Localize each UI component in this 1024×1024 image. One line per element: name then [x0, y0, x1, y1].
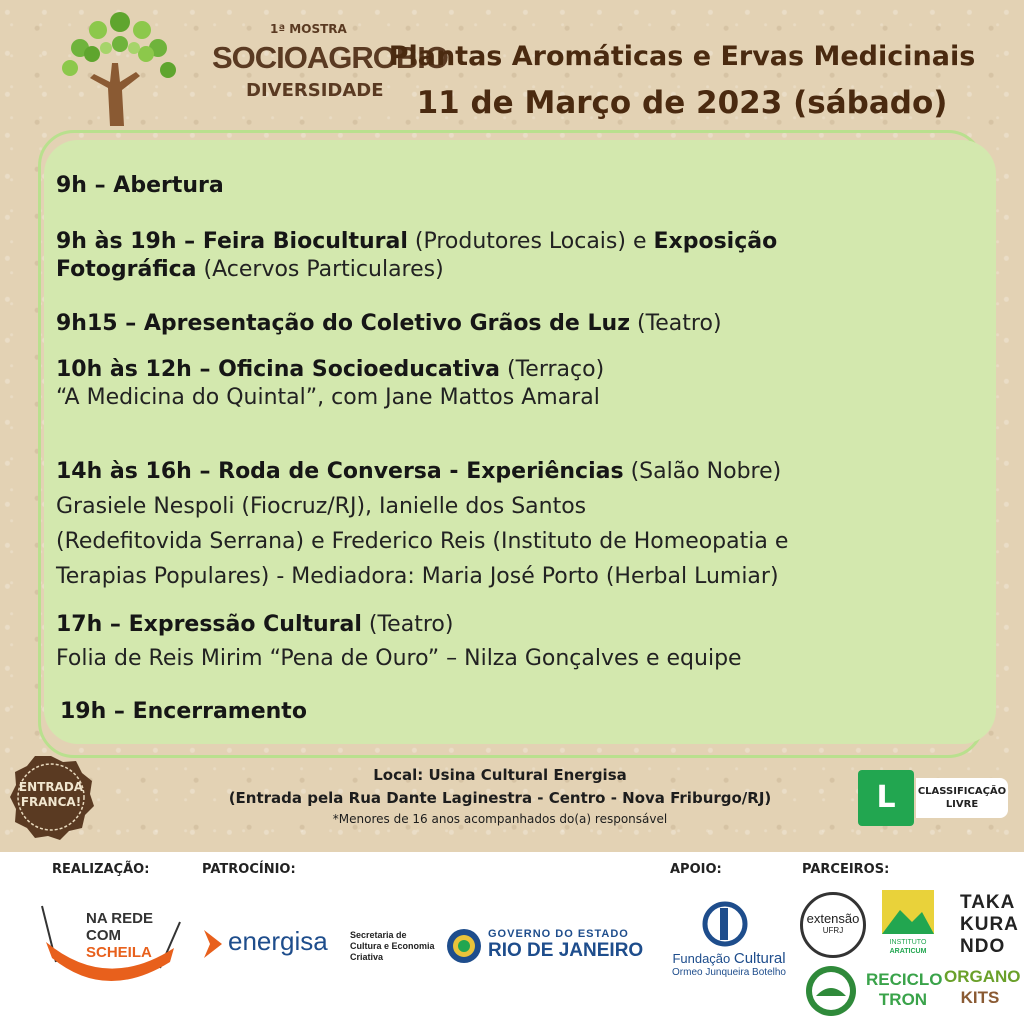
realizacao-label: REALIZAÇÃO: [52, 862, 150, 877]
narede-line1: NA REDE [86, 910, 153, 927]
event-title [362, 34, 1002, 126]
item-detail-line: “A Medicina do Quintal”, com Jane Mattos Amaral [56, 385, 600, 410]
fundacao-mark-icon [700, 900, 750, 950]
item-detail: (Terraço) [500, 357, 605, 382]
patrocinio-label: PATROCÍNIO: [202, 862, 296, 877]
reciclotron-logo [866, 970, 943, 1010]
rating-letter: L [858, 770, 914, 826]
socioagrobio-logo [50, 8, 449, 126]
rating-label [916, 778, 1008, 818]
sponsors-footer [0, 852, 1024, 1024]
item-detail: (Salão Nobre) [623, 459, 782, 484]
program-item [56, 172, 986, 200]
extensao-line1: extensão [806, 911, 860, 926]
extensao-line2: UFRJ [822, 926, 844, 935]
age-rating [858, 770, 1010, 826]
taka-line1: TAKA [960, 892, 1016, 913]
reciclotron-line1: RECICLO [866, 970, 943, 989]
secretaria-line1: Secretaria de [350, 930, 407, 940]
takakurando-logo [960, 892, 1019, 958]
organokits-line2: KITS [960, 988, 1000, 1007]
secretaria-logo [350, 930, 440, 963]
partner-seal-icon [806, 966, 856, 1016]
rating-label-line2: LIVRE [945, 799, 979, 810]
event-theme: Plantas Aromáticas e Ervas Medicinais [388, 41, 976, 72]
age-note: *Menores de 16 anos acompanhados do(a) responsável [332, 812, 668, 826]
badge-line2: FRANCA! [20, 795, 82, 809]
item-time-title: 9h – Abertura [56, 173, 224, 198]
governo-rj-logo [444, 922, 644, 970]
item-detail-line: Folia de Reis Mirim “Pena de Ouro” – Nilza Gonçalves e equipe [56, 646, 742, 671]
apoio-label: APOIO: [670, 862, 722, 877]
item-title-2: Exposição [653, 229, 778, 254]
logo-subtitle: DIVERSIDADE [246, 80, 384, 101]
badge-line1: ENTRADA [18, 780, 84, 794]
item-time-title: 9h15 – Apresentação do Coletivo Grãos de Luz [56, 311, 630, 336]
organokits-logo [944, 966, 1021, 1008]
gov-line2: RIO DE JANEIRO [488, 940, 644, 961]
narede-logo [36, 902, 186, 982]
tree-hand-icon [50, 8, 210, 126]
taka-line3: NDO [960, 936, 1006, 957]
extensao-ufrj-logo [800, 892, 866, 958]
item-detail-line: Terapias Populares) - Mediadora: Maria José Porto (Herbal Lumiar) [56, 564, 779, 589]
narede-line2b: SCHEILA [86, 944, 152, 961]
araticum-logo [880, 890, 936, 956]
fundacao-logo [664, 900, 794, 980]
venue-info [160, 764, 840, 828]
fundacao-line1b: Cultural [733, 950, 786, 967]
fundacao-line2: Ormeo Junqueira Botelho [672, 967, 786, 978]
logo-title: SOCIOAGROBIO [212, 40, 449, 75]
reciclotron-line2: TRON [878, 990, 928, 1009]
rj-coat-of-arms-icon [444, 922, 484, 970]
item-title-2b: Fotográfica [56, 257, 197, 282]
taka-line2: KURA [960, 914, 1019, 935]
program-item [56, 454, 986, 594]
narede-line2a: COM [86, 927, 121, 944]
entrada-franca-badge [8, 754, 94, 840]
program-item [60, 698, 990, 726]
program-item [56, 310, 986, 338]
energisa-text: energisa [228, 926, 328, 956]
rating-label-line1: CLASSIFICAÇÃO [917, 786, 1007, 797]
item-time-title: 17h – Expressão Cultural [56, 612, 362, 637]
energisa-logo [200, 926, 340, 966]
araticum-mountain-icon [880, 890, 936, 934]
program-item [56, 228, 986, 284]
venue-name: Local: Usina Cultural Energisa [373, 766, 627, 784]
gov-line1: GOVERNO DO ESTADO [488, 928, 629, 940]
item-time-title: 19h – Encerramento [60, 699, 307, 724]
item-time-title: 14h às 16h – Roda de Conversa - Experiências [56, 459, 624, 484]
secretaria-line3: Criativa [350, 952, 384, 962]
fundacao-line1: Fundação [672, 951, 734, 966]
venue-address: (Entrada pela Rua Dante Laginestra - Centro - Nova Friburgo/RJ) [228, 789, 772, 807]
organokits-line1: ORGANO [944, 967, 1021, 986]
program-item [56, 356, 986, 412]
logo-edition: 1ª MOSTRA [270, 22, 347, 36]
item-time-title: 9h às 19h – Feira Biocultural [56, 229, 408, 254]
araticum-line1: INSTITUTO [889, 939, 927, 946]
item-detail: (Teatro) [361, 612, 454, 637]
item-detail-line: (Redefitovida Serrana) e Frederico Reis (Instituto de Homeopatia e [56, 529, 789, 554]
item-detail-line: Grasiele Nespoli (Fiocruz/RJ), Ianielle dos Santos [56, 494, 587, 519]
item-time-title: 10h às 12h – Oficina Socioeducativa [56, 357, 501, 382]
event-date: 11 de Março de 2023 (sábado) [416, 85, 948, 121]
energisa-mark-icon [200, 928, 226, 960]
program-item [56, 608, 986, 676]
araticum-line2: ARATICUM [889, 948, 927, 955]
item-detail: (Teatro) [630, 311, 722, 336]
secretaria-line2: Cultura e Economia [350, 941, 435, 951]
item-detail: (Acervos Particulares) [196, 257, 444, 282]
item-detail: (Produtores Locais) e [407, 229, 654, 254]
partner-seal-logo [806, 966, 856, 1016]
parceiros-label: PARCEIROS: [802, 862, 890, 877]
